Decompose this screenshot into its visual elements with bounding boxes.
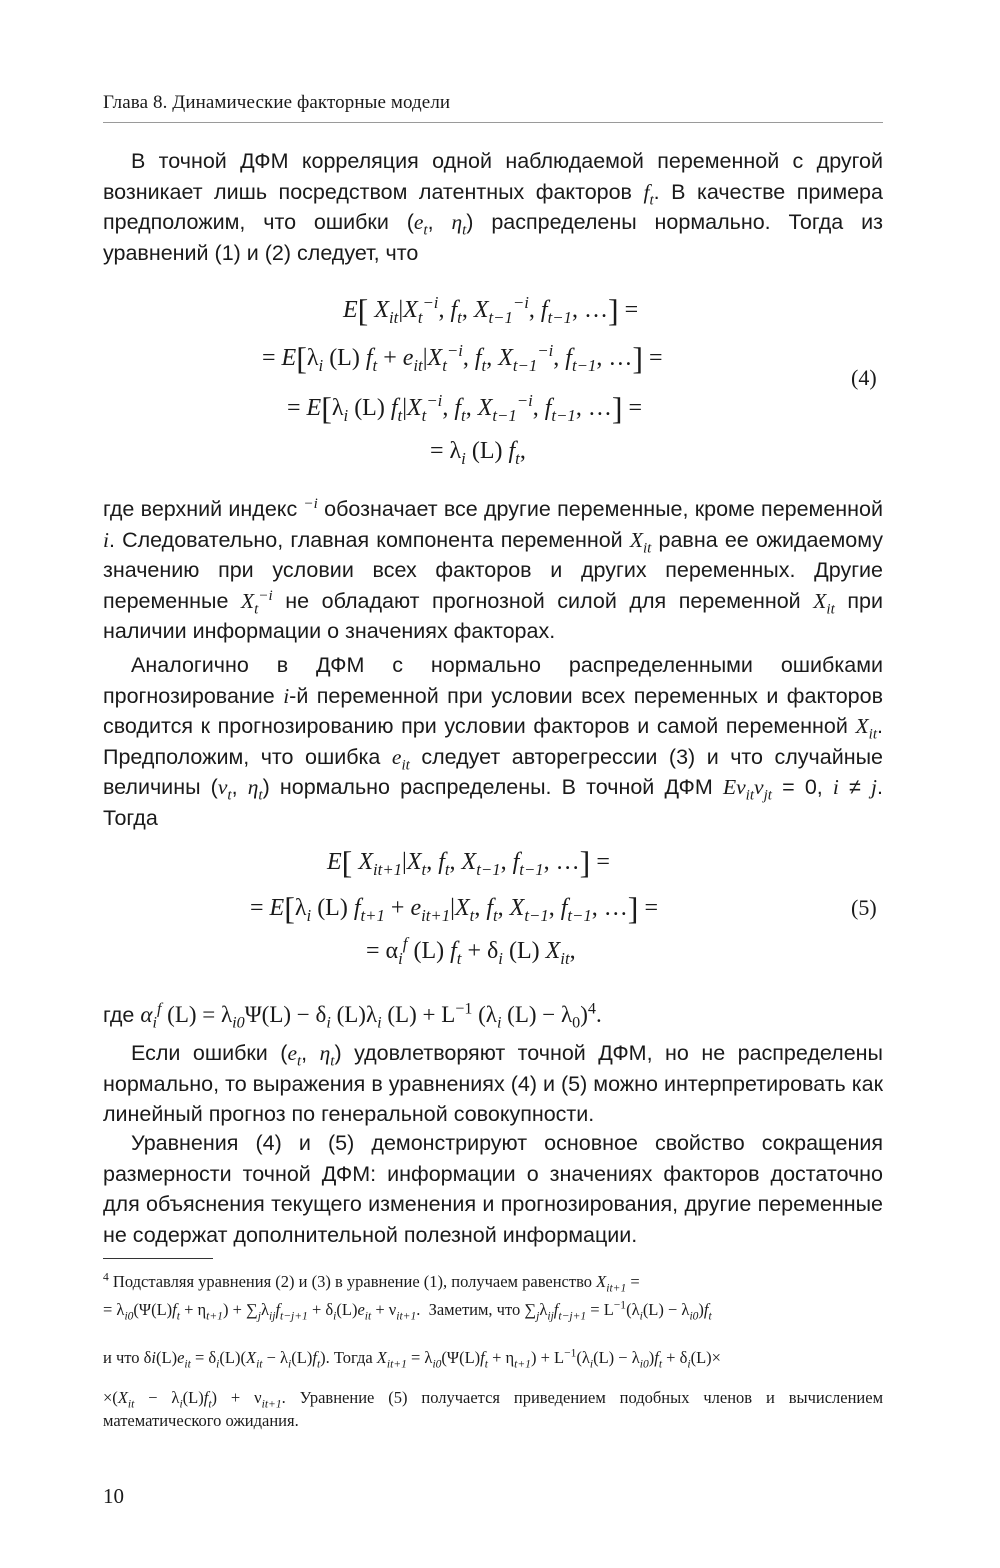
equation-4-line-4: = $\lambda_i$ (L) $f_t$, bbox=[430, 438, 526, 468]
equation-5-line-2: = $E[\lambda_i$ (L) $f_{t+1} + e_{it+1}|X_t$, $f_t$, $X_{t-1}$, $f_{t-1}$, …] = bbox=[250, 890, 658, 926]
running-header: Глава 8. Динамические факторные модели bbox=[103, 92, 451, 113]
equation-5-number: (5) bbox=[851, 895, 877, 920]
paragraph-4: где $\alpha_i^f$ $(L) = \lambda_{i0}\Psi(L) - \delta_i$ $(L)\lambda_i$ $(L) + L^{-1}$ ($\lambda_i$ $(L) - \lambda_0)^4$. bbox=[103, 1000, 602, 1032]
footnote-rule bbox=[103, 1258, 213, 1259]
equation-4-line-3: = $E[\lambda_i$ (L) $f_t|X_t^{-i}$, $f_t$, $X_{t-1}^{-i}$, $f_{t-1}$, …] = bbox=[287, 390, 643, 426]
footnote-line-3: и что $\delta i(L)e_{it} = \delta_i(L)(X_{it} - \lambda_i(L)f_t)$. Тогда $X_{it+1} = \lambda_{i0}(\Psi(L)f_t + \eta_{t+1}) + L^{-1}(\lambda_i(L) - \lambda_{i0})f_t + \delta_i(L)\times$ bbox=[103, 1347, 721, 1371]
footnote-line-1: $^4$ Подставляя уравнения (2) и (3) в уравнение (1), получаем равенство $X_{it+1}$ = bbox=[103, 1271, 640, 1295]
paragraph-2: где верхний индекс $^{-i}$ обозначает все другие переменные, кроме переменной i. Следовательно, главная компонента переменной $X_{it}$ равна ее ожидаемому значению при условии всех факторов и других переменных. Другие переменные $X_t^{-i}$ не обладают прогнозной силой для переменной $X_{it}$ при наличии информации о значениях факторах. bbox=[103, 495, 884, 643]
equation-4-number: (4) bbox=[851, 365, 877, 390]
equation-5-line-3: = $\alpha_i^f$ (L) $f_t + \delta_i$ (L) $X_{it}$, bbox=[366, 934, 576, 968]
page-number: 10 bbox=[103, 1484, 124, 1508]
header-rule bbox=[103, 122, 883, 123]
equation-5-line-1: E[ $X_{it+1}|X_t$, $f_t$, $X_{t-1}$, $f_{t-1}$, …] = bbox=[327, 844, 610, 880]
equation-4-line-1: E[ $X_{it}|X_t^{-i}$, $f_t$, $X_{t-1}^{-i}$, $f_{t-1}$, …] = bbox=[343, 292, 639, 328]
equation-4-line-2: = $E[\lambda_i$ (L) $f_t + e_{it}|X_t^{-i}$, $f_t$, $X_{t-1}^{-i}$, $f_{t-1}$, …] = bbox=[262, 340, 663, 376]
footnote-line-2: = $\lambda_{i0}(\Psi(L)f_t + \eta_{t+1}) + \sum_j\lambda_{ij}f_{t-j+1} + \delta_i(L)e_{it} + \nu_{it+1}$. Заметим, что $\sum_j\lambda_{ij}f_{t-j+1} = L^{-1}(\lambda_i(L) - \lambda_{i0})f_t$ bbox=[103, 1299, 712, 1323]
paragraph-5: Если ошибки ($e_t$, $\eta_t$) удовлетворяют точной ДФМ, но не распределены нормально, то выражения в уравнениях (4) и (5) можно интерпретировать как линейный прогноз по генеральной совокупности. bbox=[103, 1041, 883, 1126]
paragraph-6: Уравнения (4) и (5) демонстрируют основное свойство сокращения размерности точной ДФМ: информации о значениях факторов достаточно для объяснения текущего изменения и прогнозирования, другие переменные не содержат дополнительной полезной информации. bbox=[103, 1131, 883, 1247]
footnote-line-4: $\times(X_{it} - \lambda_i(L)f_t) + \nu_{it+1}$. Уравнение (5) получается приведением подобных членов и вычислением математического ожидания. bbox=[103, 1388, 884, 1430]
paragraph-1: В точной ДФМ корреляция одной наблюдаемой переменной с другой возникает лишь посредством латентных факторов $f_t$. В качестве примера предположим, что ошибки ($e_t$, $\eta_t$) распределены нормально. Тогда из уравнений (1) и (2) следует, что bbox=[103, 149, 883, 265]
paragraph-3: Аналогично в ДФМ с нормально распределенными ошибками прогнозирование i-й переменной при условии всех переменных и факторов сводится к прогнозированию при условии факторов и самой переменной $X_{it}$. Предположим, что ошибка $e_{it}$ следует авторегрессии (3) и что случайные величины ($v_t$, $\eta_t$) нормально распределены. В точной ДФМ $Ev_{it}v_{jt} = 0$, i ≠ j. Тогда bbox=[103, 653, 884, 830]
